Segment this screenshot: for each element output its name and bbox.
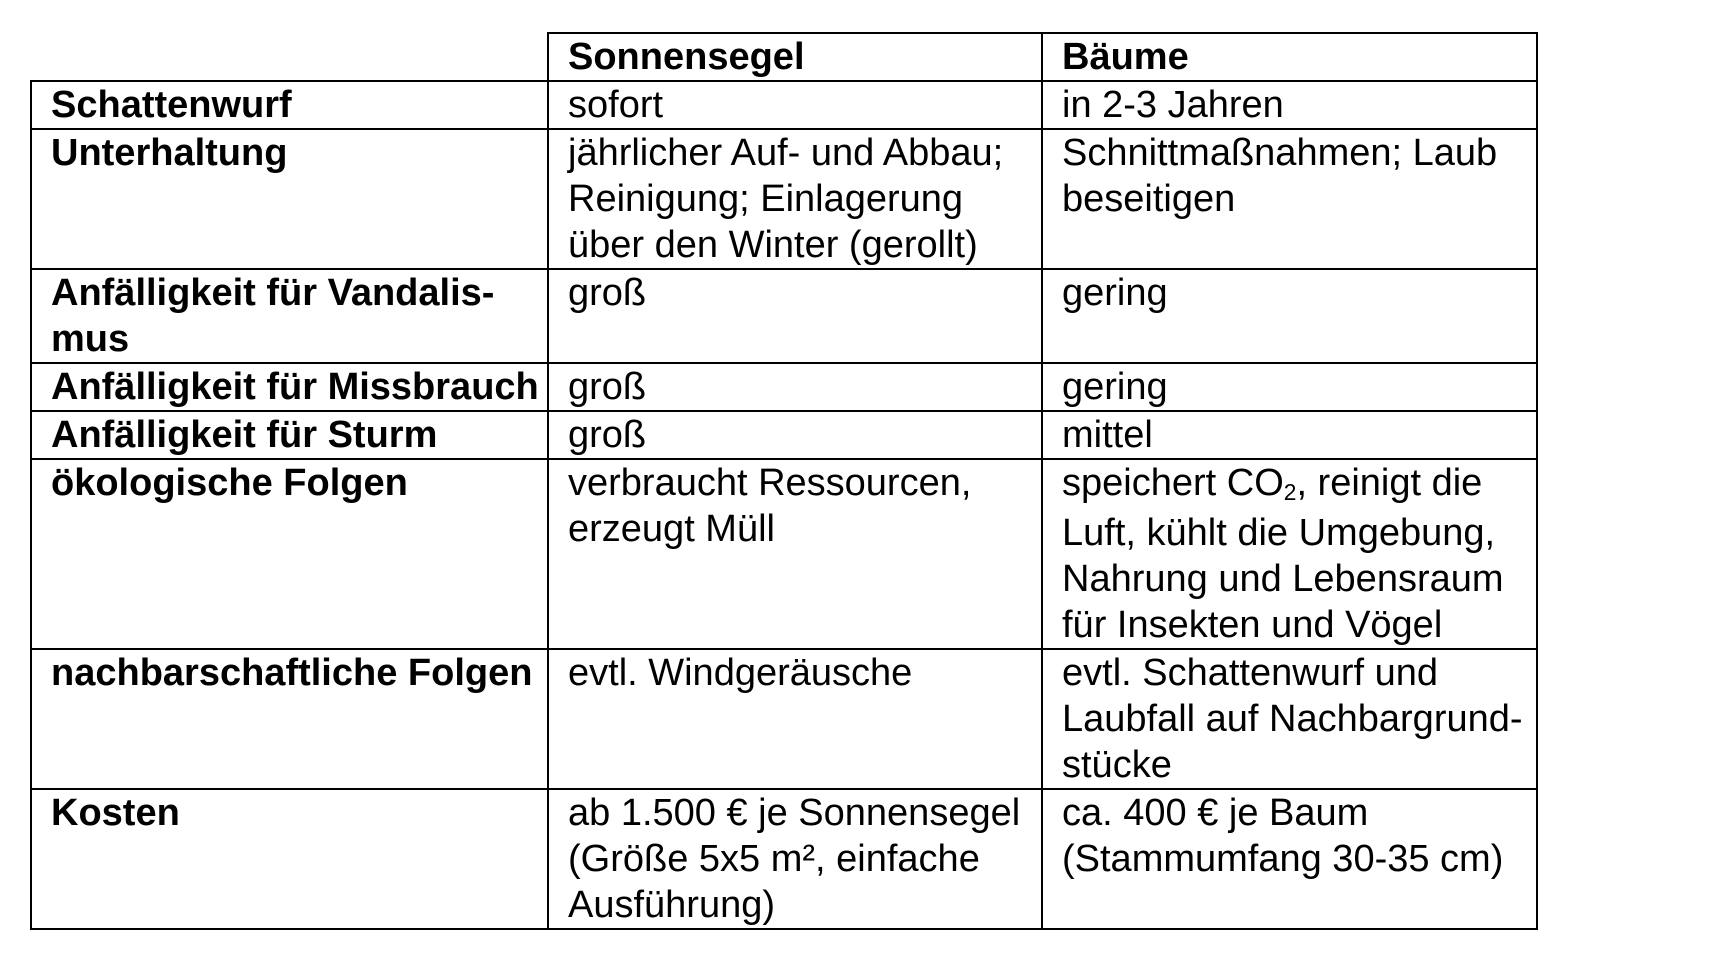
table-row [31,269,1537,363]
table-row [31,459,1537,649]
header-row [31,33,1537,81]
corner-cell [31,33,548,81]
row-label: Unterhaltung [31,129,548,269]
cell-baeume: speichert $CO_2$, reinigt die Luft, kühlt die Umgebung, Nahrung und Lebensraum für Insekten und Vögel [1042,459,1537,649]
table-row [31,649,1537,789]
cell-baeume: ca. 400 € je Baum (Stammumfang 30-35 cm) [1042,789,1537,929]
cell-sonnensegel: jährlicher Auf- und Abbau; Reinigung; Einlagerung über den Winter (gerollt) [548,129,1042,269]
cell-baeume: gering [1042,363,1537,411]
row-label: Schattenwurf [31,81,548,129]
cell-baeume: evtl. Schattenwurf und Laubfall auf Nachbargrund- stücke [1042,649,1537,789]
row-label: Anfälligkeit für Vandalis- mus [31,269,548,363]
table-row [31,411,1537,459]
row-label: nachbarschaftliche Folgen [31,649,548,789]
cell-sonnensegel: groß [548,363,1042,411]
cell-baeume: mittel [1042,411,1537,459]
cell-sonnensegel: evtl. Windgeräusche [548,649,1042,789]
cell-sonnensegel: groß [548,411,1042,459]
comparison-table [30,32,1538,930]
cell-baeume: in 2-3 Jahren [1042,81,1537,129]
table-row [31,363,1537,411]
row-label: Anfälligkeit für Sturm [31,411,548,459]
cell-sonnensegel: verbraucht Ressourcen, erzeugt Müll [548,459,1042,649]
table-row [31,129,1537,269]
row-label: Kosten [31,789,548,929]
cell-baeume: Schnittmaßnahmen; Laub beseitigen [1042,129,1537,269]
subscript-two: 2 [1283,479,1297,506]
table-row [31,81,1537,129]
header-baeume: Bäume [1042,33,1537,81]
header-sonnensegel: Sonnensegel [548,33,1042,81]
cell-sonnensegel: sofort [548,81,1042,129]
cell-baeume: gering [1042,269,1537,363]
row-label: Anfälligkeit für Missbrauch [31,363,548,411]
table-row [31,789,1537,929]
cell-sonnensegel: ab 1.500 € je Sonnensegel (Größe 5x5 m², einfache Ausführung) [548,789,1042,929]
row-label: ökologische Folgen [31,459,548,649]
cell-sonnensegel: groß [548,269,1042,363]
